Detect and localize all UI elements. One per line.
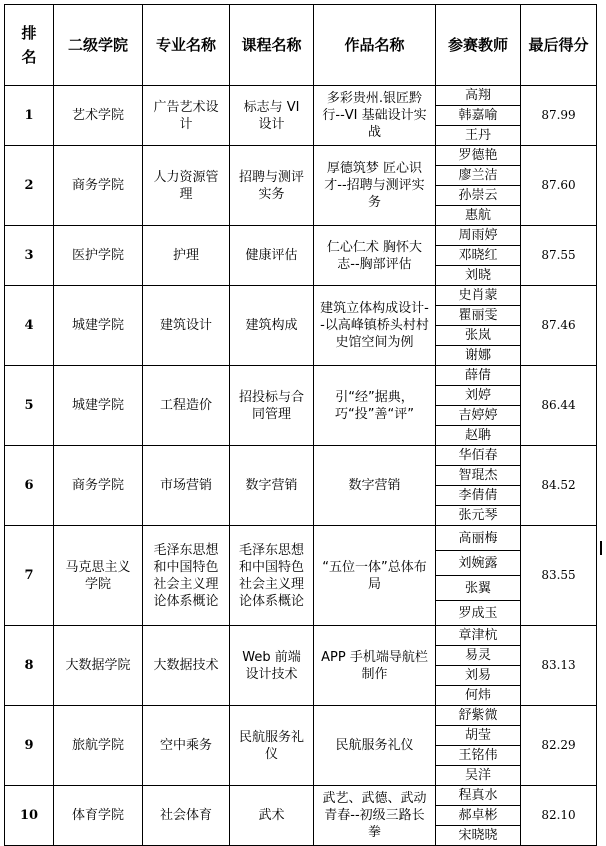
cursor-mark <box>600 541 602 555</box>
major-cell <box>143 146 230 226</box>
course-cell <box>230 146 314 226</box>
teacher-cell: 张岚 <box>436 326 521 346</box>
major-cell-text: 毛泽东思想和中国特色社会主义理论体系概论 <box>153 542 219 609</box>
major-cell-text: 工程造价 <box>159 398 212 413</box>
teacher-cell: 罗成玉 <box>436 601 521 626</box>
major-cell <box>143 786 230 846</box>
course-cell <box>230 526 314 626</box>
table-row <box>5 626 597 646</box>
rank-cell-text: 8 <box>24 658 34 673</box>
score-cell: 82.29 <box>521 706 597 786</box>
teacher-cell: 舒紫微 <box>436 706 521 726</box>
teacher-cell: 韩嘉喻 <box>436 106 521 126</box>
teacher-cell: 罗德艳 <box>436 146 521 166</box>
work-cell <box>314 286 436 366</box>
work-cell-text: 民航服务礼仪 <box>335 738 414 753</box>
table-row <box>5 446 597 466</box>
rank-cell-text: 10 <box>19 808 39 823</box>
teacher-cell: 吉婷婷 <box>436 406 521 426</box>
course-cell <box>230 786 314 846</box>
ranking-table <box>4 4 597 846</box>
header-major: 专业名称 <box>143 5 230 86</box>
college-cell <box>54 146 143 226</box>
score-cell: 86.44 <box>521 366 597 446</box>
header-course: 课程名称 <box>230 5 314 86</box>
teacher-cell: 刘易 <box>436 666 521 686</box>
table-row <box>5 786 597 806</box>
rank-cell <box>5 526 54 626</box>
teacher-cell: 惠航 <box>436 206 521 226</box>
header-row <box>5 5 597 86</box>
teacher-cell: 高翔 <box>436 86 521 106</box>
teacher-cell: 孙崇云 <box>436 186 521 206</box>
work-cell <box>314 706 436 786</box>
teacher-cell: 邓晓红 <box>436 246 521 266</box>
work-cell-text: “五位一体”总体布局 <box>322 559 427 592</box>
major-cell <box>143 446 230 526</box>
header-college: 二级学院 <box>54 5 143 86</box>
table-row <box>5 526 597 551</box>
table-body <box>5 86 597 846</box>
score-cell: 83.55 <box>521 526 597 626</box>
teacher-cell: 李倩倩 <box>436 486 521 506</box>
work-cell-text: 数字营销 <box>348 478 401 493</box>
course-cell-text: 建筑构成 <box>245 318 298 333</box>
score-cell: 84.52 <box>521 446 597 526</box>
header-score: 最后得分 <box>521 5 597 86</box>
header-rank-char-1: 排 <box>21 24 37 42</box>
teacher-cell: 高丽梅 <box>436 526 521 551</box>
header-rank <box>5 5 54 86</box>
major-cell-text: 大数据技术 <box>153 658 219 673</box>
work-cell <box>314 226 436 286</box>
college-cell <box>54 446 143 526</box>
rank-cell-text: 6 <box>24 478 34 493</box>
major-cell <box>143 286 230 366</box>
teacher-cell: 胡莹 <box>436 726 521 746</box>
college-cell-text: 医护学院 <box>71 248 124 263</box>
teacher-cell: 宋晓晓 <box>436 826 521 846</box>
teacher-cell: 程真水 <box>436 786 521 806</box>
score-cell: 87.55 <box>521 226 597 286</box>
course-cell-text: 招投标与合同管理 <box>238 389 304 422</box>
course-cell <box>230 626 314 706</box>
college-cell <box>54 286 143 366</box>
college-cell <box>54 366 143 446</box>
course-cell-text: 毛泽东思想和中国特色社会主义理论体系概论 <box>238 542 304 609</box>
course-cell-text: Web 前端设计技术 <box>242 649 301 682</box>
course-cell-text: 数字营销 <box>245 478 298 493</box>
teacher-cell: 易灵 <box>436 646 521 666</box>
table-row <box>5 706 597 726</box>
table-row <box>5 86 597 106</box>
table-row <box>5 146 597 166</box>
college-cell-text: 城建学院 <box>71 318 124 333</box>
score-cell: 87.46 <box>521 286 597 366</box>
college-cell-text: 体育学院 <box>71 808 124 823</box>
teacher-cell: 谢娜 <box>436 346 521 366</box>
college-cell <box>54 86 143 146</box>
major-cell-text: 空中乘务 <box>159 738 212 753</box>
college-cell-text: 旅航学院 <box>71 738 124 753</box>
teacher-cell: 赵聃 <box>436 426 521 446</box>
rank-cell-text: 9 <box>24 738 34 753</box>
college-cell-text: 商务学院 <box>71 478 124 493</box>
course-cell <box>230 86 314 146</box>
work-cell-text: APP 手机端导航栏制作 <box>321 649 428 682</box>
work-cell <box>314 146 436 226</box>
score-cell: 83.13 <box>521 626 597 706</box>
work-cell-text: 多彩贵州.银匠黔行--VI 基础设计实战 <box>322 91 427 140</box>
rank-cell-text: 5 <box>24 398 34 413</box>
work-cell-text: 引“经”据典，巧“投”善“评” <box>335 389 414 422</box>
teacher-cell: 刘晓 <box>436 266 521 286</box>
work-cell <box>314 366 436 446</box>
rank-cell <box>5 226 54 286</box>
college-cell-text: 马克思主义学院 <box>65 559 131 592</box>
header-rank-char-2: 名 <box>21 48 37 66</box>
teacher-cell: 史肖蒙 <box>436 286 521 306</box>
work-cell-text: 建筑立体构成设计--以高峰镇桥头村村史馆空间为例 <box>320 301 429 350</box>
college-cell <box>54 786 143 846</box>
work-cell <box>314 86 436 146</box>
college-cell-text: 城建学院 <box>71 398 124 413</box>
college-cell-text: 艺术学院 <box>71 108 124 123</box>
teacher-cell: 章津杭 <box>436 626 521 646</box>
teacher-cell: 华佰春 <box>436 446 521 466</box>
teacher-cell: 王丹 <box>436 126 521 146</box>
teacher-cell: 刘婷 <box>436 386 521 406</box>
table-row <box>5 286 597 306</box>
score-cell: 87.60 <box>521 146 597 226</box>
rank-cell <box>5 286 54 366</box>
work-cell <box>314 526 436 626</box>
rank-cell-text: 7 <box>24 568 34 583</box>
table-row <box>5 226 597 246</box>
major-cell <box>143 86 230 146</box>
college-cell-text: 大数据学院 <box>65 658 131 673</box>
teacher-cell: 张元琴 <box>436 506 521 526</box>
major-cell-text: 建筑设计 <box>159 318 212 333</box>
college-cell-text: 商务学院 <box>71 178 124 193</box>
major-cell-text: 广告艺术设计 <box>153 99 219 132</box>
rank-cell <box>5 446 54 526</box>
header-teachers: 参赛教师 <box>436 5 521 86</box>
teacher-cell: 周雨婷 <box>436 226 521 246</box>
teacher-cell: 薛倩 <box>436 366 521 386</box>
work-cell <box>314 786 436 846</box>
score-cell: 87.99 <box>521 86 597 146</box>
work-cell <box>314 446 436 526</box>
course-cell <box>230 286 314 366</box>
rank-cell-text: 3 <box>24 248 34 263</box>
major-cell <box>143 706 230 786</box>
college-cell <box>54 706 143 786</box>
major-cell-text: 人力资源管理 <box>153 169 219 202</box>
course-cell <box>230 446 314 526</box>
teacher-cell: 何炜 <box>436 686 521 706</box>
teacher-cell: 王铭伟 <box>436 746 521 766</box>
college-cell <box>54 526 143 626</box>
rank-cell <box>5 626 54 706</box>
course-cell-text: 民航服务礼仪 <box>238 729 304 762</box>
teacher-cell: 智琨杰 <box>436 466 521 486</box>
major-cell-text: 护理 <box>172 248 199 263</box>
work-cell-text: 厚德筑梦 匠心识才--招聘与测评实务 <box>324 161 425 210</box>
score-cell: 82.10 <box>521 786 597 846</box>
course-cell <box>230 366 314 446</box>
rank-cell-text: 1 <box>24 108 34 123</box>
teacher-cell: 吴洋 <box>436 766 521 786</box>
header-work: 作品名称 <box>314 5 436 86</box>
course-cell <box>230 226 314 286</box>
rank-cell-text: 4 <box>24 318 34 333</box>
teacher-cell: 廖兰洁 <box>436 166 521 186</box>
college-cell <box>54 626 143 706</box>
rank-cell-text: 2 <box>24 178 34 193</box>
rank-cell <box>5 706 54 786</box>
rank-cell <box>5 86 54 146</box>
rank-cell <box>5 366 54 446</box>
teacher-cell: 刘婉露 <box>436 551 521 576</box>
course-cell-text: 健康评估 <box>245 248 298 263</box>
major-cell-text: 市场营销 <box>159 478 212 493</box>
major-cell <box>143 526 230 626</box>
major-cell <box>143 226 230 286</box>
work-cell-text: 仁心仁术 胸怀大志--胸部评估 <box>326 239 423 272</box>
course-cell-text: 标志与 VI 设计 <box>243 99 300 132</box>
teacher-cell: 瞿丽雯 <box>436 306 521 326</box>
table-row <box>5 366 597 386</box>
major-cell <box>143 366 230 446</box>
rank-cell <box>5 786 54 846</box>
teacher-cell: 郝卓彬 <box>436 806 521 826</box>
work-cell <box>314 626 436 706</box>
major-cell <box>143 626 230 706</box>
course-cell-text: 招聘与测评实务 <box>238 169 304 202</box>
work-cell-text: 武艺、武德、武动青春--初级三路长拳 <box>322 791 427 840</box>
teacher-cell: 张翼 <box>436 576 521 601</box>
rank-cell <box>5 146 54 226</box>
course-cell-text: 武术 <box>258 808 285 823</box>
major-cell-text: 社会体育 <box>159 808 212 823</box>
college-cell <box>54 226 143 286</box>
course-cell <box>230 706 314 786</box>
